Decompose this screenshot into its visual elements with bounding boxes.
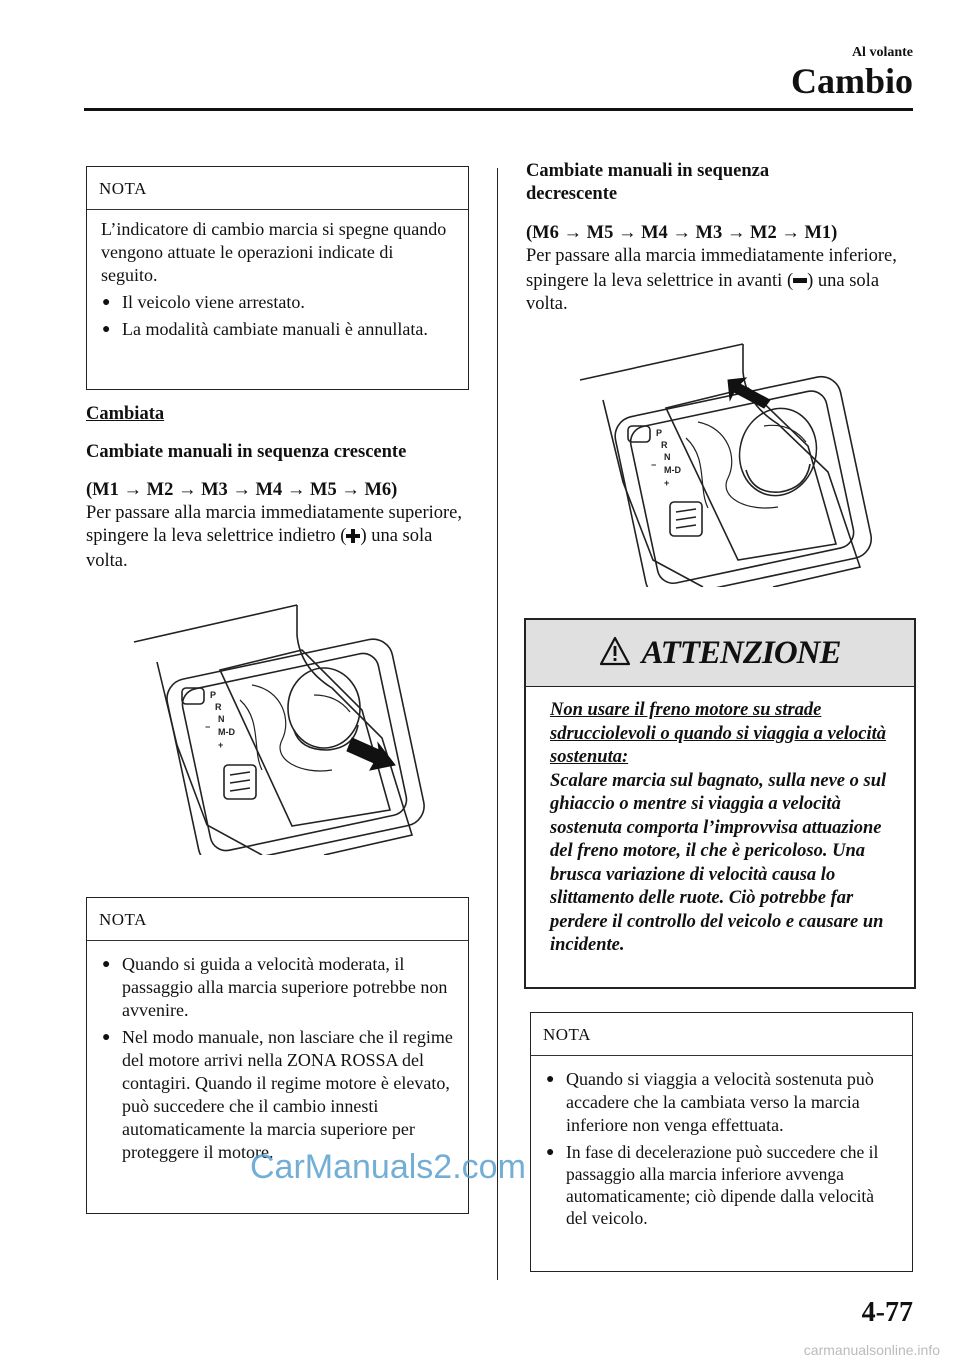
svg-text:R: R xyxy=(661,440,668,450)
svg-text:N: N xyxy=(218,714,225,724)
minus-icon xyxy=(793,268,807,291)
upshift-sequence: (M1 → M2 → M3 → M4 → M5 → M6) xyxy=(86,480,398,500)
svg-text:M-D: M-D xyxy=(218,727,235,737)
downshift-text: Per passare alla marcia immediatamente inferiore, spingere la leva selettrice in avanti ( ) una sola volta. xyxy=(526,246,897,314)
nota-label: NOTA xyxy=(87,898,468,941)
svg-text:+: + xyxy=(218,740,224,750)
upshift-text: Per passare alla marcia immediatamente superiore, spingere la leva selettrice indietro ( ) una sola volta. xyxy=(86,503,462,571)
list-item: ● In fase di decelerazione può succedere che il passaggio alla marcia inferiore avvenga automaticamente; ciò dipende dalla velocità del veicolo. xyxy=(546,1142,879,1228)
plus-icon xyxy=(346,527,360,550)
svg-text:−: − xyxy=(651,460,657,470)
svg-text:M-D: M-D xyxy=(664,465,681,475)
svg-text:N: N xyxy=(664,452,671,462)
header-rule xyxy=(84,108,913,111)
section-label: Al volante xyxy=(851,45,913,60)
warning-lead: Non usare il freno motore su strade sdrucciolevoli o quando si viaggia a velocità sostenuta: xyxy=(550,700,887,767)
svg-text:P: P xyxy=(656,428,663,438)
svg-text:P: P xyxy=(210,690,217,700)
shifter-upshift-illustration xyxy=(132,600,462,855)
warning-text: Scalare marcia sul bagnato, sulla neve o sul ghiaccio o mentre si viaggia a velocità sostenuta comporta l’improvvisa attuazione del freno motore, il che è pericoloso. Una brusca variazione di velocità causa lo slittamento delle ruote. Ciò potrebbe far perdere il controllo del veicolo e causare un incidente. xyxy=(550,770,887,955)
downshift-heading: Cambiate manuali in sequenza decrescente xyxy=(526,161,770,204)
bullet-icon: ● xyxy=(546,1072,555,1087)
bullet-icon: ● xyxy=(546,1145,555,1160)
warning-box xyxy=(524,618,916,989)
upshift-subheading: Cambiate manuali in sequenza crescente xyxy=(86,442,407,462)
warning-triangle-icon xyxy=(599,636,631,671)
watermark-carmanualsonline: carmanualsonline.info xyxy=(803,1342,940,1358)
list-item: ● La modalità cambiate manuali è annullata. xyxy=(102,319,428,339)
nota-label: NOTA xyxy=(87,167,468,210)
svg-text:R: R xyxy=(215,702,222,712)
bullet-icon: ● xyxy=(102,957,111,972)
page-number: 4-77 xyxy=(861,1297,913,1328)
nota-box-1 xyxy=(86,166,469,390)
svg-text:−: − xyxy=(205,722,211,732)
list-item: ● Quando si guida a velocità moderata, il passaggio alla marcia superiore potrebbe non avvenire. xyxy=(102,954,448,1020)
nota-label: NOTA xyxy=(531,1013,912,1056)
column-divider xyxy=(497,168,498,1280)
nota-intro: L’indicatore di cambio marcia si spegne quando vengono attuate le operazioni indicate di seguito. xyxy=(101,219,447,285)
bullet-icon: ● xyxy=(102,1030,111,1045)
svg-text:+: + xyxy=(664,478,670,488)
watermark-carmanuals2: CarManuals2.com xyxy=(250,1148,526,1186)
downshift-sequence: (M6 → M5 → M4 → M3 → M2 → M1) xyxy=(526,223,838,243)
shifter-downshift-illustration xyxy=(578,342,910,587)
bullet-icon: ● xyxy=(102,295,111,310)
page-title: Cambio xyxy=(790,61,913,101)
warning-title: ATTENZIONE xyxy=(641,634,841,671)
nota-box-3 xyxy=(530,1012,913,1272)
cambiata-heading: Cambiata xyxy=(86,404,165,424)
bullet-icon: ● xyxy=(102,322,111,337)
list-item: ● Quando si viaggia a velocità sostenuta può accadere che la cambiata verso la marcia inferiore non venga effettuata. xyxy=(546,1069,874,1135)
list-item: ● Nel modo manuale, non lasciare che il regime del motore arrivi nella ZONA ROSSA del contagiri. Quando il regime motore è elevato, può succedere che il cambio innesti automaticamente la marcia superiore per proteggere il motore. xyxy=(102,1027,453,1162)
list-item: ● Il veicolo viene arrestato. xyxy=(102,292,305,312)
warning-header xyxy=(526,620,914,687)
